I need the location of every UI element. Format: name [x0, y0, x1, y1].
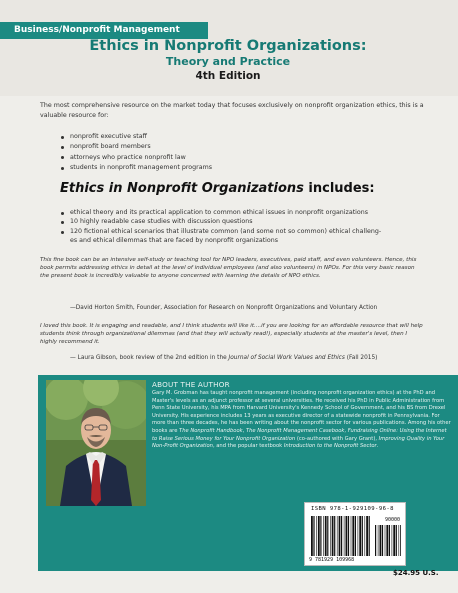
author-bio-text: (co-authored with Gary Grant), — [295, 435, 379, 442]
book-subtitle: Theory and Practice — [165, 55, 291, 68]
book-price: $24.95 U.S. — [393, 569, 439, 577]
list-item: students in nonprofit management programs — [60, 163, 420, 173]
review-attribution-2-prefix: — Laura Gibson, book review of the 2nd edition in the — [70, 355, 229, 361]
book-edition: 4th Edition — [195, 70, 261, 82]
title-block — [60, 38, 396, 83]
review-quote-2: I loved this book. It is engaging and readable, and I think students will like it....if you are looking for an affordable resource that will help students think through organizational dilemmas (and that they will actually read!), especially students at the master's level, then I highly recommend it. — [40, 323, 423, 346]
author-book-title: Fundraising Online: Using the Internet to Raise Serious Money for Your Nonprofit Organization — [152, 427, 447, 442]
author-book-title: The Nonprofit Handbook — [179, 427, 243, 434]
includes-heading-title: Ethics in Nonprofit Organizations — [60, 181, 304, 196]
isbn-label: ISBN 978-1-929109-96-8 — [311, 506, 394, 512]
author-bio-text: , — [242, 427, 246, 434]
author-bio-text: Gary M. Grobman has taught nonprofit management (including nonprofit organization ethics) at the PhD and Master's levels as an adjunct professor at several universities. He received his PhD in Public Administration from Penn State University, his MPA from Harvard University's Kennedy School of Government, and his BS from Drexel University. His experience includes 13 years as executive director of a statewide nonprofit in Pennsylvania. For more than three decades, he has been writing about the nonprofit sector for various publications. Among his other books are — [152, 390, 451, 434]
list-item: attorneys who practice nonprofit law — [60, 153, 420, 163]
barcode-digits: 9 781929 109968 — [309, 557, 355, 563]
barcode-addon-bars-icon — [375, 525, 401, 556]
list-item: nonprofit board members — [60, 142, 420, 152]
author-bio — [152, 390, 452, 451]
author-bio-text: . — [376, 443, 379, 450]
review-attribution-1: —David Horton Smith, Founder, Association for Research on Nonprofit Organizations and Voluntary Action — [70, 305, 378, 311]
list-item — [60, 208, 420, 217]
author-book-title: Introduction to the Nonprofit Sector — [283, 443, 377, 450]
intro-text: The most comprehensive resource on the market today that focuses exclusively on nonprofit organization ethics, this is a valuable resource for: — [40, 102, 424, 119]
isbn-barcode — [304, 502, 406, 566]
includes-list — [60, 208, 420, 246]
author-book-title: Improving Quality in Your Non-Profit Organization — [152, 435, 445, 450]
includes-heading-rest: includes: — [303, 181, 375, 196]
about-author-heading: ABOUT THE AUTHOR — [152, 380, 230, 389]
audience-list — [60, 132, 420, 173]
list-item-text: 120 fictional ethical scenarios that illustrate common (and some not so common) ethical challeng- — [70, 227, 382, 235]
category-label: Business/Nonprofit Management — [0, 22, 208, 39]
author-bio-text: , — [344, 427, 348, 434]
author-photo — [46, 380, 146, 506]
review-attribution-2-journal: Journal of Social Work Values and Ethics — [228, 355, 345, 361]
author-book-title: The Nonprofit Management Casebook — [245, 427, 345, 434]
author-portrait-illustration — [46, 380, 146, 506]
list-item: nonprofit executive staff — [60, 132, 420, 142]
barcode-price-code: 90000 — [384, 517, 400, 523]
list-item — [60, 227, 420, 246]
book-title: Ethics in Nonprofit Organizations: — [89, 38, 367, 54]
list-item-text: 10 highly readable case studies with discussion questions — [70, 218, 253, 226]
review-quote-1: This fine book can be an intensive self-study or teaching tool for NPO leaders, executives, paid staff, and even volunteers. Hence, this book permits addressing ethics in detail at the level of individual employees (and also volunteers) in NPOs. For this very basic reason the present book is incredibly valuable to anyone concerned with learning the details of NPO ethics. — [40, 257, 417, 280]
list-item — [60, 217, 420, 226]
barcode-bars-icon — [311, 516, 371, 556]
author-bio-text: , and the popular textbook — [212, 443, 284, 450]
list-item-text: ethical theory and its practical application to common ethical issues in nonprofit organizations — [70, 209, 369, 216]
review-attribution-2 — [70, 354, 377, 362]
review-attribution-2-suffix: (Fall 2015) — [344, 355, 378, 361]
list-item-text-continued: es and ethical dilemmas that are faced by nonprofit organizations — [70, 237, 279, 245]
includes-heading — [60, 180, 420, 197]
